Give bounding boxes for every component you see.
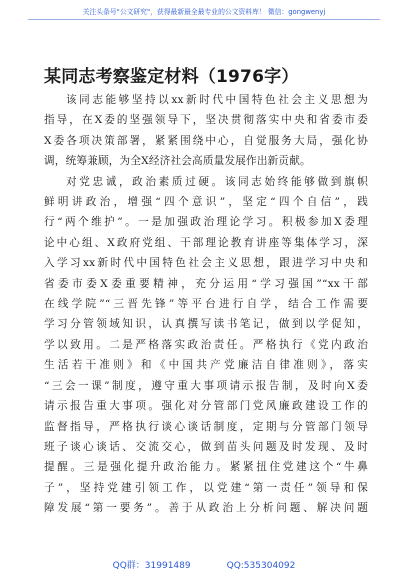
text-line: 论中心组、X政府党组、干部理论教育讲座等集体学习，深 [44, 236, 368, 249]
document-title: 某同志考察鉴定材料（1976字） [44, 67, 299, 87]
footer-contact [0, 558, 408, 571]
text-line: 鲜明讲政治，增强“四个意识”，坚定“四个自信”，践 [44, 196, 368, 209]
footer-qq: QQ:535304092 [226, 561, 296, 571]
text-line: 该同志能够坚持以xx新时代中国特色社会主义思想为 [66, 94, 368, 106]
text-line: 学习分管领域知识，认真撰写读书笔记，做到以学促知， [44, 318, 368, 331]
text-line: 监督指导，严格执行谈心谈话制度，定期与分管部门领导 [44, 420, 368, 433]
text-line: 班子谈心谈话、交流交心，做到苗头问题及时发现、及时 [44, 440, 368, 453]
text-line: 提醒。三是强化提升政治能力。紧紧扭住党建这个“牛鼻 [44, 461, 368, 474]
text-line: 对党忠诚，政治素质过硬。该同志始终能够做到旗帜 [66, 175, 368, 188]
text-line: X委各项决策部署，紧紧围绕中心，自觉服务大局，强化协 [44, 134, 368, 147]
footer-qq-group: QQ群：31991489 [112, 561, 191, 571]
header-divider [28, 19, 380, 20]
document-body [44, 90, 368, 519]
text-line: 入学习xx新时代中国特色社会主义思想，跟进学习中央和 [44, 257, 368, 270]
header-banner: 关注头条号"公文研究"，获得最新最全最专业的公文资料库！ 微信：gongwenyj [82, 8, 326, 16]
text-line: 行“两个维护”。一是加强政治理论学习。积极参加X委理 [44, 216, 368, 229]
text-line: 省委市委X委重要精神，充分运用“学习强国”“xx干部 [44, 277, 368, 290]
text-line: 生活若干准则》和《中国共产党廉洁自律准则》，落实 [44, 359, 368, 372]
text-line: “三会一课”制度，遵守重大事项请示报告制，及时向X委 [44, 379, 368, 392]
text-line: 指导，在X委的坚强领导下，坚决贯彻落实中央和省委市委 [44, 114, 368, 127]
paragraph-intro [44, 90, 368, 172]
text-line: 子”，坚持党建引领工作，以党建“第一责任”领导和保 [44, 481, 368, 494]
text-line: 学以致用。二是严格落实政治责任。严格执行《党内政治 [44, 338, 368, 351]
paragraph-loyalty [44, 172, 368, 519]
text-line: 请示报告重大事项。强化对分管部门党风廉政建设工作的 [44, 400, 368, 413]
text-line: 调，统筹兼顾，为全X经济社会高质量发展作出新贡献。 [44, 155, 311, 168]
text-line: 在线学院”“三晋先锋”等平台进行自学，结合工作需要 [44, 298, 368, 311]
text-line: 障发展“第一要务”。善于从政治上分析问题、解决问题 [44, 502, 368, 515]
